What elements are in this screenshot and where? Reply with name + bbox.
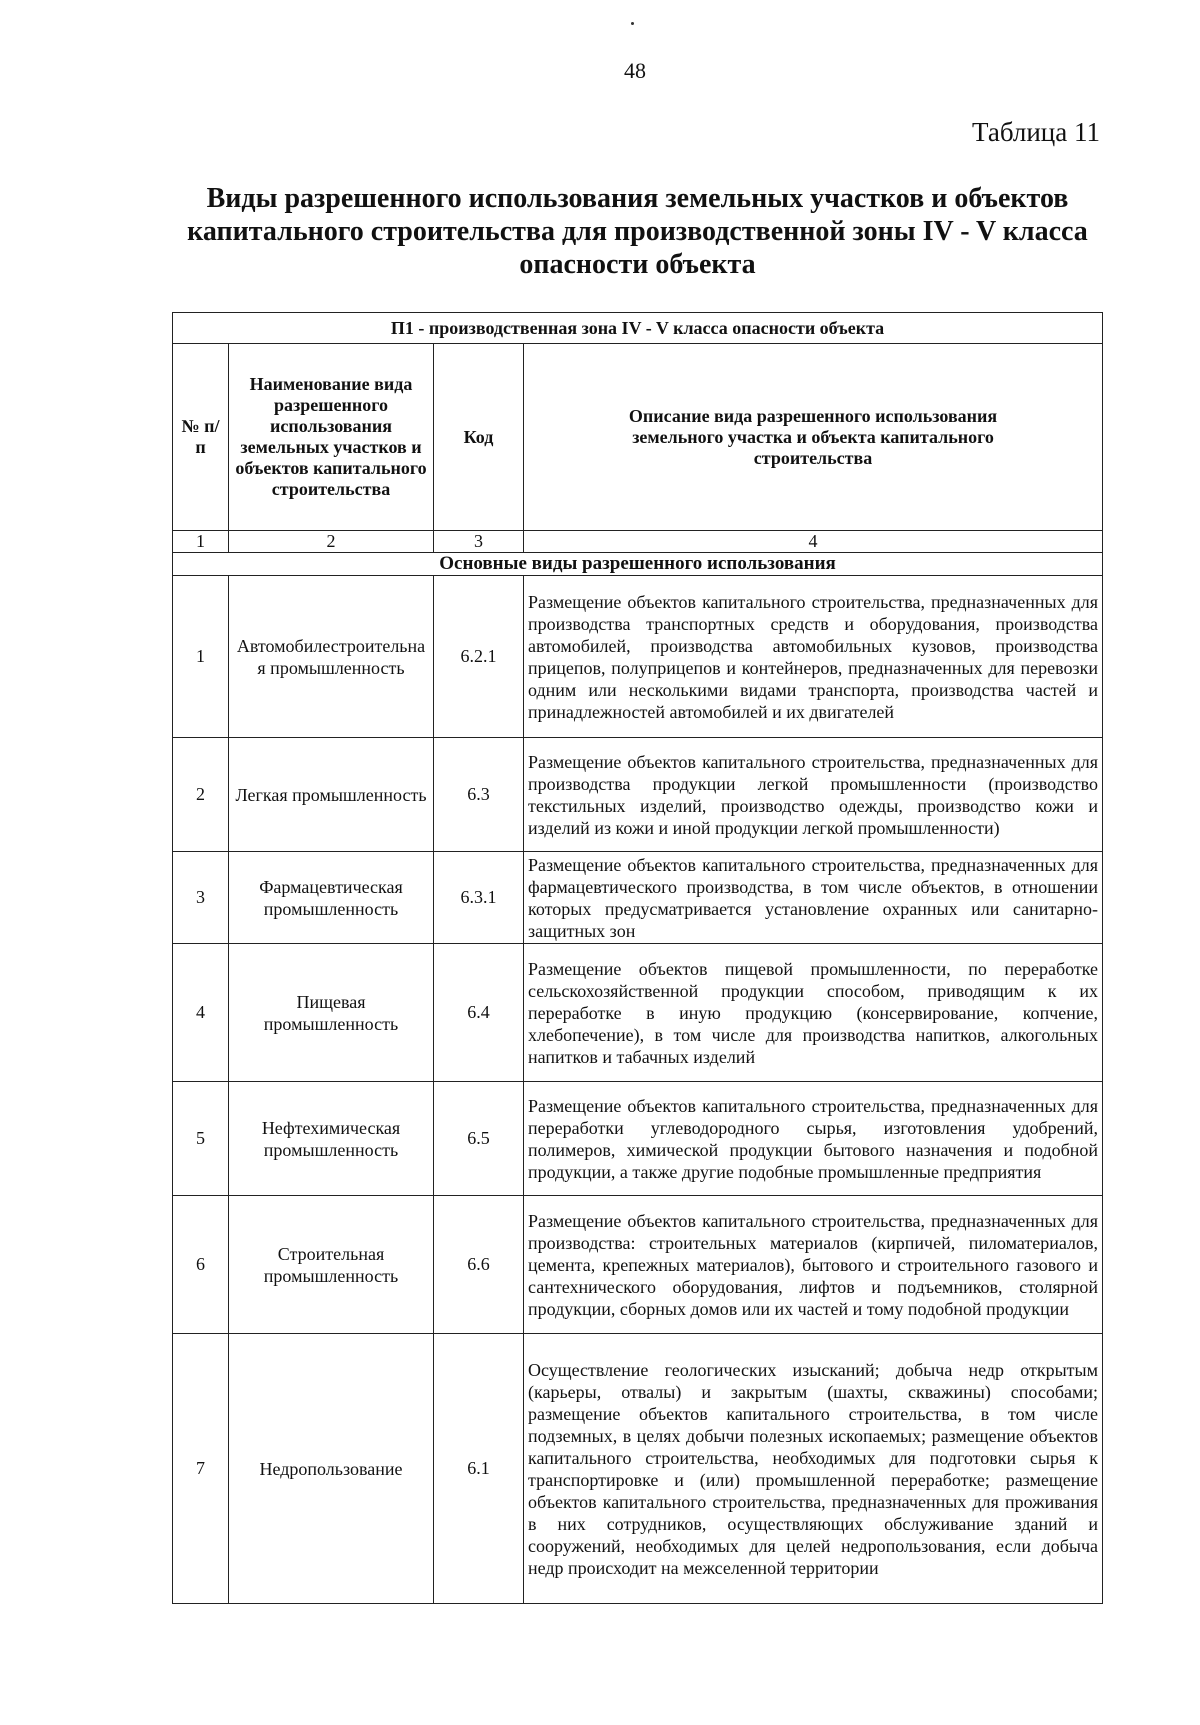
page-title xyxy=(150,182,1125,281)
use-type-description: Размещение объектов капитального строительства, предназначенных для производства продукции легкой промышленности (производство текстильных изделий, производство одежды, производство кожи и изделий из кожи и иной продукции легкой промышленности) xyxy=(524,738,1103,852)
title-line-1: Виды разрешенного использования земельных участков и объектов xyxy=(206,183,1069,214)
title-line-2: капитального строительства для производственной зоны IV - V класса xyxy=(187,216,1088,247)
row-number: 2 xyxy=(173,738,229,852)
row-number: 1 xyxy=(173,576,229,738)
column-number: 3 xyxy=(434,531,524,553)
section-title: Основные виды разрешенного использования xyxy=(173,553,1103,576)
row-number: 7 xyxy=(173,1334,229,1604)
header-code: Код xyxy=(434,344,524,531)
land-use-table xyxy=(172,312,1103,1604)
table-row xyxy=(173,1334,1103,1604)
use-type-code: 6.3.1 xyxy=(434,852,524,944)
use-type-name: Недропользование xyxy=(229,1334,434,1604)
use-type-description: Размещение объектов капитального строительства, предназначенных для производства: строительных материалов (кирпичей, пиломатериалов, цемента, крепежных материалов), бытового и строительного газового и сантехнического оборудования, лифтов и подъемников, столярной продукции, сборных домов или их частей и тому подобной продукции xyxy=(524,1196,1103,1334)
column-number-row xyxy=(173,531,1103,553)
header-name: Наименование вида разрешенного использования земельных участков и объектов капитального строительства xyxy=(229,344,434,531)
column-number: 4 xyxy=(524,531,1103,553)
use-type-code: 6.2.1 xyxy=(434,576,524,738)
use-type-name: Нефтехимическая промышленность xyxy=(229,1082,434,1196)
use-type-description: Осуществление геологических изысканий; добыча недр открытым (карьеры, отвалы) и закрытым (шахты, скважины) способами; размещение объектов капитального строительства, в том числе подземных, в целях добычи полезных ископаемых; размещение объектов капитального строительства, необходимых для подготовки сырья к транспортировке и (или) промышленной переработке; размещение объектов капитального строительства, предназначенных для проживания в них сотрудников, осуществляющих обслуживание зданий и сооружений, необходимых для целей недропользования, если добыча недр происходит на межселенной территории xyxy=(524,1334,1103,1604)
use-type-code: 6.4 xyxy=(434,944,524,1082)
use-type-description: Размещение объектов капитального строительства, предназначенных для производства транспортных средств и оборудования, производства автомобилей, производства автомобильных кузовов, производства прицепов, полуприцепов и контейнеров, предназначенных для перевозки одним или несколькими видами транспорта, производства частей и принадлежностей автомобилей и их двигателей xyxy=(524,576,1103,738)
use-type-name: Фармацевтическая промышленность xyxy=(229,852,434,944)
use-type-code: 6.6 xyxy=(434,1196,524,1334)
use-type-description: Размещение объектов капитального строительства, предназначенных для фармацевтического производства, в том числе объектов, в отношении которых предусматривается установление охранных или санитарно-защитных зон xyxy=(524,852,1103,944)
use-type-name: Автомобилестроительная промышленность xyxy=(229,576,434,738)
use-type-name: Легкая промышленность xyxy=(229,738,434,852)
use-type-code: 6.3 xyxy=(434,738,524,852)
row-number: 5 xyxy=(173,1082,229,1196)
table-label: Таблица 11 xyxy=(972,117,1100,147)
column-number: 1 xyxy=(173,531,229,553)
header-num: № п/п xyxy=(173,344,229,531)
zone-title: П1 - производственная зона IV - V класса опасности объекта xyxy=(173,313,1103,344)
use-type-name: Пищевая промышленность xyxy=(229,944,434,1082)
use-type-code: 6.1 xyxy=(434,1334,524,1604)
table-row xyxy=(173,1196,1103,1334)
title-line-3: опасности объекта xyxy=(519,249,756,280)
table-row xyxy=(173,738,1103,852)
row-number: 3 xyxy=(173,852,229,944)
table-row xyxy=(173,576,1103,738)
column-number: 2 xyxy=(229,531,434,553)
row-number: 6 xyxy=(173,1196,229,1334)
use-type-name: Строительная промышленность xyxy=(229,1196,434,1334)
page-number: 48 xyxy=(624,58,646,83)
table-row xyxy=(173,944,1103,1082)
row-number: 4 xyxy=(173,944,229,1082)
use-type-description: Размещение объектов пищевой промышленности, по переработке сельскохозяйственной продукции способом, приводящим к их переработке в иную продукцию (консервирование, копчение, хлебопечение), в том числе для производства напитков, алкогольных напитков и табачных изделий xyxy=(524,944,1103,1082)
table-row xyxy=(173,1082,1103,1196)
use-type-code: 6.5 xyxy=(434,1082,524,1196)
table-row xyxy=(173,852,1103,944)
use-type-description: Размещение объектов капитального строительства, предназначенных для переработки углеводородного сырья, изготовления удобрений, полимеров, химической продукции бытового назначения и подобной продукции, а также другие подобные промышленные предприятия xyxy=(524,1082,1103,1196)
header-description: Описание вида разрешенного использования земельного участка и объекта капитального строительства xyxy=(524,344,1103,531)
scan-speck xyxy=(631,22,634,25)
